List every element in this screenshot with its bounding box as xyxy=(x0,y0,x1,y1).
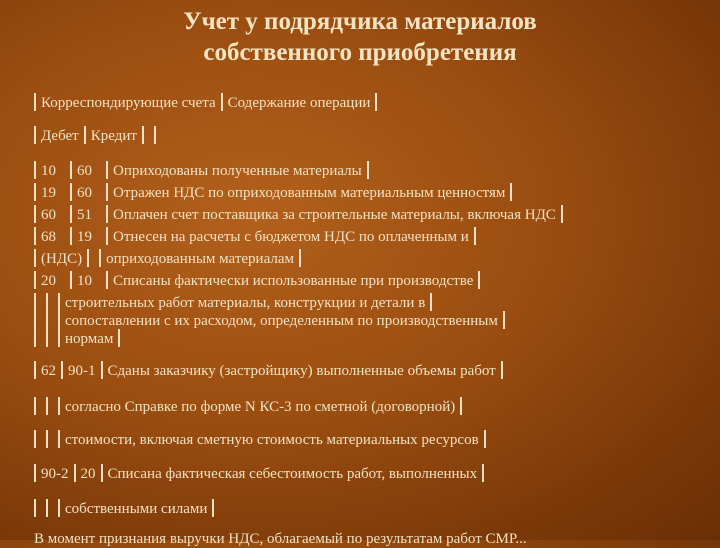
operation-cell: Списана фактическая себестоимость работ, выполненных xyxy=(107,466,478,482)
debit-cell: 20 xyxy=(41,273,56,289)
header-row-accounts xyxy=(34,93,382,112)
column-separator xyxy=(58,430,60,448)
column-separator xyxy=(106,183,108,201)
header-row-debit-credit xyxy=(34,126,161,145)
column-separator xyxy=(299,249,301,267)
column-separator xyxy=(34,464,36,482)
header-operation-label: Содержание операции xyxy=(227,95,371,111)
debit-cell: (НДС) xyxy=(41,251,83,267)
table-row xyxy=(34,397,467,416)
debit-cell: 90-2 xyxy=(41,466,69,482)
header-credit-label: Кредит xyxy=(90,128,137,144)
table-row xyxy=(34,205,568,224)
column-separator xyxy=(510,183,512,201)
column-separator xyxy=(503,311,505,329)
column-separator xyxy=(46,329,48,347)
column-separator xyxy=(484,430,486,448)
column-separator xyxy=(34,311,36,329)
column-separator xyxy=(154,126,156,144)
operation-cell: оприходованным материалам xyxy=(106,251,294,267)
title-line-1: Учет у подрядчика материалов xyxy=(183,8,537,35)
column-separator xyxy=(99,249,101,267)
column-separator xyxy=(478,271,480,289)
column-separator xyxy=(367,161,369,179)
column-separator xyxy=(212,499,214,517)
credit-cell: 20 xyxy=(80,466,96,482)
column-separator xyxy=(34,183,36,201)
column-separator xyxy=(118,329,120,347)
debit-cell: 68 xyxy=(41,229,56,245)
column-separator xyxy=(46,293,48,311)
column-separator xyxy=(106,271,108,289)
column-separator xyxy=(482,464,484,482)
table-row xyxy=(34,361,508,380)
column-separator xyxy=(460,397,462,415)
column-separator xyxy=(34,161,36,179)
table-row xyxy=(34,161,374,180)
column-separator xyxy=(34,499,36,517)
operation-cell: Оплачен счет поставщика за строительные материалы, включая НДС xyxy=(113,207,556,223)
credit-cell: 90-1 xyxy=(68,363,96,379)
column-separator xyxy=(106,227,108,245)
table-row xyxy=(34,271,485,290)
column-separator xyxy=(46,311,48,329)
operation-cell: Списаны фактически использованные при производстве xyxy=(113,273,474,289)
column-separator xyxy=(34,361,36,379)
column-separator xyxy=(375,93,377,111)
table-row xyxy=(34,249,306,268)
table-row xyxy=(34,430,491,449)
credit-cell: 60 xyxy=(77,163,92,179)
column-separator xyxy=(34,329,36,347)
column-separator xyxy=(70,183,72,201)
table-row xyxy=(34,329,125,348)
column-separator xyxy=(34,205,36,223)
column-separator xyxy=(106,161,108,179)
column-separator xyxy=(87,249,89,267)
column-separator xyxy=(84,126,86,144)
column-separator xyxy=(70,227,72,245)
column-separator xyxy=(34,249,36,267)
operation-cell: стоимости, включая сметную стоимость материальных ресурсов xyxy=(65,432,479,448)
debit-cell: 19 xyxy=(41,185,56,201)
column-separator xyxy=(34,293,36,311)
credit-cell: 10 xyxy=(77,273,92,289)
table-row xyxy=(34,499,219,518)
debit-cell: 60 xyxy=(41,207,56,223)
table-row xyxy=(34,293,437,312)
column-separator xyxy=(70,205,72,223)
column-separator xyxy=(61,361,63,379)
column-separator xyxy=(58,329,60,347)
column-separator xyxy=(46,499,48,517)
column-separator xyxy=(142,126,144,144)
operation-cell: согласно Справке по форме N КС-3 по сметной (договорной) xyxy=(65,399,456,415)
column-separator xyxy=(561,205,563,223)
operation-cell: сопоставлении с их расходом, определенным по производственным xyxy=(65,313,498,329)
column-separator xyxy=(34,430,36,448)
credit-cell: 19 xyxy=(77,229,92,245)
column-separator xyxy=(101,464,103,482)
credit-cell: 51 xyxy=(77,207,92,223)
footer-text: В момент признания выручки НДС, облагаемый по результатам работ СМР... xyxy=(34,531,527,547)
column-separator xyxy=(501,361,503,379)
column-separator xyxy=(430,293,432,311)
column-separator xyxy=(58,499,60,517)
column-separator xyxy=(106,205,108,223)
debit-cell: 62 xyxy=(41,363,56,379)
column-separator xyxy=(221,93,223,111)
column-separator xyxy=(34,397,36,415)
column-separator xyxy=(474,227,476,245)
debit-cell: 10 xyxy=(41,163,56,179)
credit-cell: 60 xyxy=(77,185,92,201)
slide-title xyxy=(0,6,720,68)
operation-cell: строительных работ материалы, конструкции и детали в xyxy=(65,295,426,311)
table-row xyxy=(34,183,517,202)
column-separator xyxy=(46,397,48,415)
operation-cell: собственными силами xyxy=(65,501,208,517)
table-row xyxy=(34,464,489,483)
operation-cell: Сданы заказчику (застройщику) выполненные объемы работ xyxy=(107,363,496,379)
table-row xyxy=(34,227,481,246)
operation-cell: Оприходованы полученные материалы xyxy=(113,163,362,179)
column-separator xyxy=(70,271,72,289)
table-row xyxy=(34,311,510,330)
header-debit-label: Дебет xyxy=(41,128,79,144)
column-separator xyxy=(74,464,76,482)
column-separator xyxy=(34,271,36,289)
operation-cell: Отражен НДС по оприходованным материальным ценностям xyxy=(113,185,506,201)
operation-cell: Отнесен на расчеты с бюджетом НДС по оплаченным и xyxy=(113,229,469,245)
column-separator xyxy=(34,126,36,144)
header-accounts-label: Корреспондирующие счета xyxy=(41,95,216,111)
column-separator xyxy=(58,293,60,311)
title-line-2: собственного приобретения xyxy=(203,39,517,66)
column-separator xyxy=(101,361,103,379)
operation-cell: нормам xyxy=(65,331,114,347)
column-separator xyxy=(34,93,36,111)
column-separator xyxy=(58,311,60,329)
column-separator xyxy=(46,430,48,448)
column-separator xyxy=(70,161,72,179)
column-separator xyxy=(58,397,60,415)
column-separator xyxy=(34,227,36,245)
